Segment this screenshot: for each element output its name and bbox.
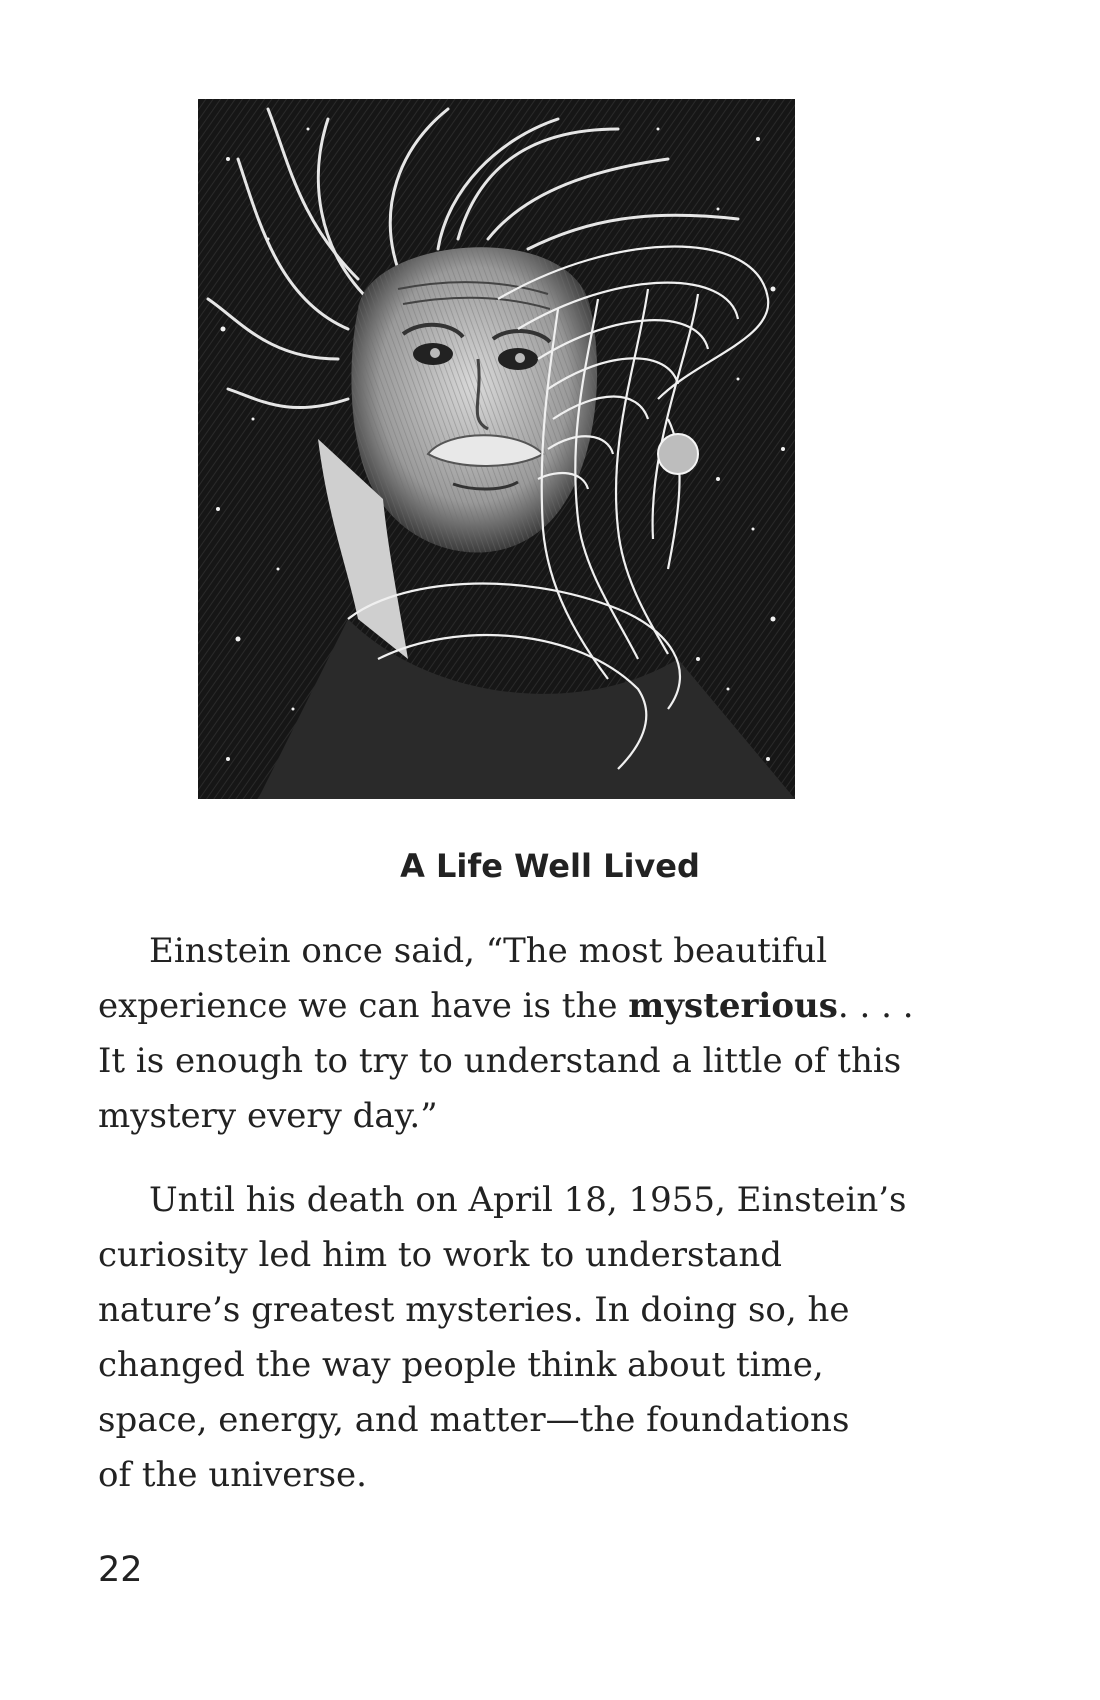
paragraph-quote xyxy=(98,924,918,1144)
portrait-engraving xyxy=(198,99,795,799)
paragraph-line xyxy=(98,979,918,1034)
paragraph-legacy xyxy=(98,1173,918,1503)
section-heading: A Life Well Lived xyxy=(400,847,700,885)
paragraph-line: It is enough to try to understand a little of this xyxy=(98,1041,902,1081)
paragraph-line: Until his death on April 18, 1955, Einstein’s xyxy=(149,1180,907,1220)
text-segment: experience we can have is the xyxy=(98,986,629,1026)
text-segment: . . . . xyxy=(837,986,914,1026)
glossary-term-mysterious: mysterious xyxy=(628,986,838,1026)
portrait-illustration xyxy=(198,99,795,799)
planet-icon xyxy=(658,434,698,474)
face xyxy=(351,247,597,552)
paragraph-line: changed the way people think about time, xyxy=(98,1345,824,1385)
paragraph-line: Einstein once said, “The most beautiful xyxy=(149,931,828,971)
paragraph-line: of the universe. xyxy=(98,1455,367,1495)
paragraph-line: curiosity led him to work to understand xyxy=(98,1235,783,1275)
page-number: 22 xyxy=(98,1550,143,1590)
paragraph-line: nature’s greatest mysteries. In doing so, he xyxy=(98,1290,850,1330)
paragraph-line: space, energy, and matter—the foundations xyxy=(98,1400,850,1440)
paragraph-line: mystery every day.” xyxy=(98,1096,438,1136)
